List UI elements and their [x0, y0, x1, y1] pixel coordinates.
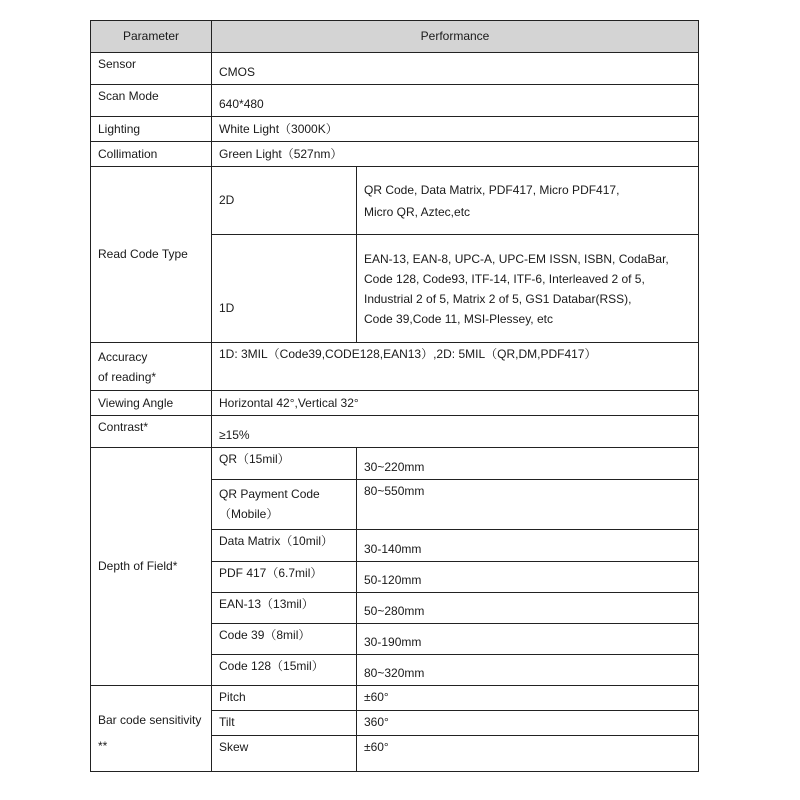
lighting-value: White Light（3000K）	[212, 117, 699, 142]
dof-code-label: EAN-13（13mil）	[212, 592, 357, 623]
contrast-row	[91, 416, 699, 448]
dof-value: 50-120mm	[357, 561, 699, 592]
viewing-angle-row	[91, 391, 699, 416]
read-code-type-label: Read Code Type	[91, 167, 212, 343]
sensitivity-row	[91, 685, 699, 710]
accuracy-label-line: of reading*	[98, 369, 157, 384]
dof-value: 50~280mm	[357, 592, 699, 623]
dof-value: 80~320mm	[357, 654, 699, 685]
sensor-value: CMOS	[212, 53, 699, 85]
dof-code-line: QR Payment Code	[219, 486, 320, 501]
collimation-row	[91, 142, 699, 167]
sensitivity-axis-label: Pitch	[212, 685, 357, 710]
accuracy-row	[91, 343, 699, 391]
dof-code-label: Data Matrix（10mil）	[212, 529, 357, 561]
sensitivity-label	[91, 685, 212, 771]
read-code-1d-line: Code 39,Code 11, MSI-Plessey, etc	[364, 311, 553, 326]
header-row	[91, 21, 699, 53]
read-code-1d-label: 1D	[212, 235, 357, 343]
depth-of-field-label: Depth of Field*	[91, 448, 212, 685]
read-code-1d-line: Industrial 2 of 5, Matrix 2 of 5, GS1 Databar(RSS),	[364, 291, 632, 306]
accuracy-value: 1D: 3MIL（Code39,CODE128,EAN13）,2D: 5MIL（QR,DM,PDF417）	[212, 343, 699, 391]
spec-table	[90, 20, 699, 772]
dof-code-label: Code 39（8mil）	[212, 623, 357, 654]
read-code-2d-line: QR Code, Data Matrix, PDF417, Micro PDF417,	[364, 182, 620, 197]
sensitivity-value: 360°	[357, 710, 699, 735]
viewing-angle-value: Horizontal 42°,Vertical 32°	[212, 391, 699, 416]
sensitivity-label-line: **	[98, 739, 108, 754]
parameter-header: Parameter	[91, 21, 212, 53]
read-code-2d-line: Micro QR, Aztec,etc	[364, 204, 471, 219]
sensitivity-axis-label: Tilt	[212, 710, 357, 735]
collimation-value: Green Light（527nm）	[212, 142, 699, 167]
scan-mode-label: Scan Mode	[91, 85, 212, 117]
contrast-label: Contrast*	[91, 416, 212, 448]
dof-value: 30~220mm	[357, 448, 699, 479]
scan-mode-value: 640*480	[212, 85, 699, 117]
accuracy-label	[91, 343, 212, 391]
sensor-label: Sensor	[91, 53, 212, 85]
dof-code-label	[212, 479, 357, 529]
lighting-row	[91, 117, 699, 142]
sensitivity-value: ±60°	[357, 685, 699, 710]
performance-header: Performance	[212, 21, 699, 53]
dof-value: 80~550mm	[357, 479, 699, 529]
sensitivity-label-line: Bar code sensitivity	[98, 713, 202, 728]
read-code-1d-line: Code 128, Code93, ITF-14, ITF-6, Interleaved 2 of 5,	[364, 271, 645, 286]
read-code-2d-value	[357, 167, 699, 235]
sensor-row	[91, 53, 699, 85]
read-code-1d-value	[357, 235, 699, 343]
read-code-2d-label: 2D	[212, 167, 357, 235]
scan-mode-row	[91, 85, 699, 117]
dof-code-label: Code 128（15mil）	[212, 654, 357, 685]
collimation-label: Collimation	[91, 142, 212, 167]
dof-row	[91, 448, 699, 479]
dof-value: 30-140mm	[357, 529, 699, 561]
viewing-angle-label: Viewing Angle	[91, 391, 212, 416]
sensitivity-value: ±60°	[357, 735, 699, 771]
dof-value: 30-190mm	[357, 623, 699, 654]
read-code-1d-line: EAN-13, EAN-8, UPC-A, UPC-EM ISSN, ISBN, CodaBar,	[364, 251, 669, 266]
read-code-2d-row	[91, 167, 699, 235]
dof-code-line: （Mobile）	[219, 506, 279, 521]
dof-code-label: QR（15mil）	[212, 448, 357, 479]
sensitivity-axis-label: Skew	[212, 735, 357, 771]
dof-code-label: PDF 417（6.7mil）	[212, 561, 357, 592]
contrast-value: ≥15%	[212, 416, 699, 448]
lighting-label: Lighting	[91, 117, 212, 142]
accuracy-label-line: Accuracy	[98, 349, 148, 364]
